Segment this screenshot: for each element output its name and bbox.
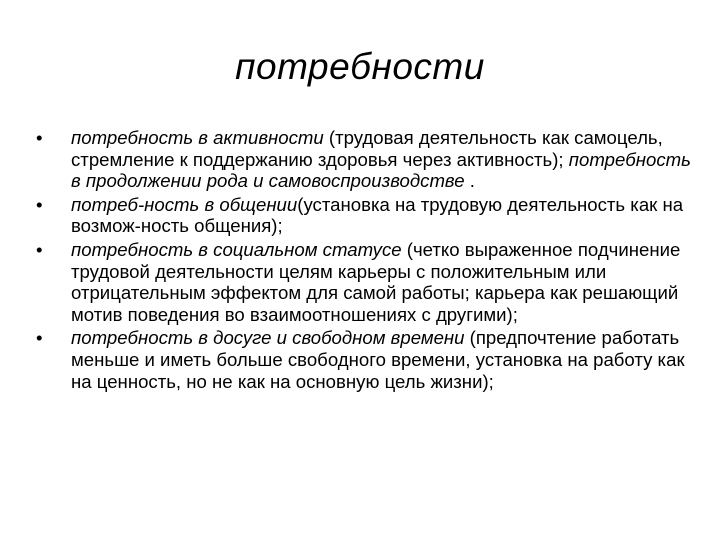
slide-title: потребности: [235, 46, 485, 87]
item-term: потребность в социальном статусе: [71, 238, 402, 260]
item-text: (установка на трудовую деятельность как на возмож-ность общения);: [71, 193, 684, 237]
item-term: потреб-ность в общении: [71, 193, 298, 215]
item-text: (четко выраженное подчинение трудовой деятельности целям карьеры с положительным или отрицательным эффектом для самой работы; карьера как решающий мотив поведения во взаимоотношениях с другими);: [71, 238, 681, 325]
bullet-icon: •: [36, 193, 43, 215]
item-text: (предпочтение работать меньше и иметь больше свободного времени, установка на работу как на ценность, но не как на основную цель жизни);: [71, 327, 685, 392]
bullet-list: [36, 127, 704, 394]
list-item: [36, 239, 704, 325]
item-term: потребность в досуге и свободном времени: [71, 327, 465, 349]
bullet-icon: •: [36, 238, 43, 260]
item-text: .: [464, 170, 475, 192]
item-text: (трудовая деятельность как самоцель, стремление к поддержанию здоровья через активность);: [71, 127, 663, 170]
list-item: [36, 127, 704, 192]
bullet-icon: •: [36, 127, 43, 148]
item-term: потребность в активности: [71, 127, 324, 148]
bullet-icon: •: [36, 327, 43, 349]
item-term: потребность в продолжении рода и самовоспроизводстве: [71, 148, 691, 192]
list-item: [36, 327, 704, 392]
list-item: [36, 194, 704, 237]
